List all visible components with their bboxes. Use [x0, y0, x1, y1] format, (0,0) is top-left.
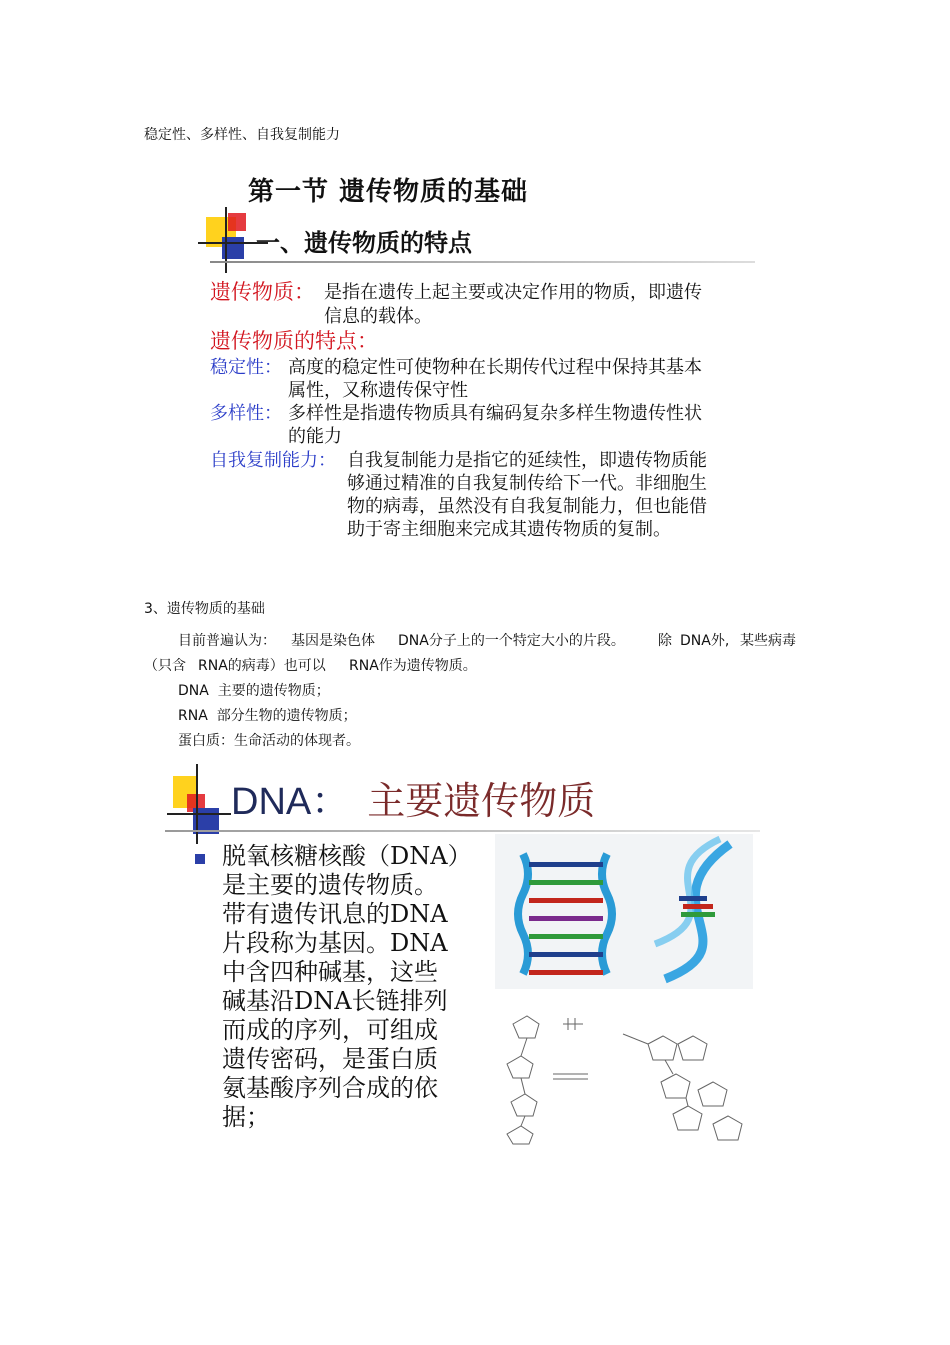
para-text: 除 [658, 633, 672, 649]
definition-line-1: 是指在遗传上起主要或决定作用的物质，即遗传 [324, 282, 702, 303]
slide2-title: DNA： 主要遗传物质 [231, 779, 596, 823]
decoration-squares-icon [167, 764, 231, 846]
feature-line: 多样性是指遗传物质具有编码复杂多样生物遗传性状 [288, 403, 702, 424]
bullet-square-icon [195, 854, 205, 864]
slide-dna-main-genetic-material [165, 762, 760, 1157]
feature-line: 够通过精准的自我复制传给下一代。非细胞生 [347, 473, 707, 494]
section3-heading: 3、遗传物质的基础 [144, 601, 265, 617]
para-text: 目前普遍认为： [178, 633, 276, 649]
feature-line: 自我复制能力是指它的延续性，即遗传物质能 [347, 450, 707, 471]
feature-line: 物的病毒，虽然没有自我复制能力，但也能借 [347, 496, 707, 517]
slide-genetic-material-features [190, 165, 760, 550]
intro-line: 稳定性、多样性、自我复制能力 [144, 127, 340, 143]
slide1-title: 第一节 遗传物质的基础 [248, 177, 529, 207]
list-item: RNA 部分生物的遗传物质； [178, 708, 357, 724]
para-text: 某些病毒 [740, 633, 796, 649]
divider [165, 830, 760, 832]
definition-line-2: 信息的载体。 [324, 306, 432, 327]
feature-term-diversity: 多样性： [210, 403, 282, 424]
feature-term-stability: 稳定性： [210, 357, 282, 378]
para-text: （只含 [144, 658, 186, 674]
para-text: 基因是染色体 [291, 633, 375, 649]
para-text: RNA作为遗传物质。 [349, 658, 477, 674]
dna-double-helix-figure [495, 834, 753, 989]
list-item: DNA 主要的遗传物质； [178, 683, 330, 699]
dna-chemical-structure-figure [493, 994, 755, 1154]
slide2-body: 脱氧核糖核酸（DNA） 是主要的遗传物质。 带有遗传讯息的DNA 片段称为基因。DNA 中含四种碱基，这些 碱基沿DNA长链排列 而成的序列，可组成 遗传密码，是蛋白质 氨基酸序列合成的依 据； [222, 842, 472, 1131]
slide1-subtitle: 一、遗传物质的特点 [256, 229, 472, 257]
feature-line: 属性，又称遗传保守性 [288, 380, 468, 401]
para-text: DNA分子上的一个特定大小的片段。 [398, 633, 625, 649]
para-text: RNA的病毒）也可以 [198, 658, 326, 674]
para-text: DNA外, [680, 633, 730, 649]
feature-line: 助于寄主细胞来完成其遗传物质的复制。 [347, 519, 671, 540]
feature-line: 的能力 [288, 426, 342, 447]
list-item: 蛋白质：生命活动的体现者。 [178, 733, 360, 749]
features-heading: 遗传物质的特点： [210, 329, 378, 353]
definition-term: 遗传物质： [210, 280, 315, 304]
feature-line: 高度的稳定性可使物种在长期传代过程中保持其基本 [288, 357, 702, 378]
divider [210, 261, 755, 263]
feature-term-self-replication: 自我复制能力： [210, 450, 336, 471]
